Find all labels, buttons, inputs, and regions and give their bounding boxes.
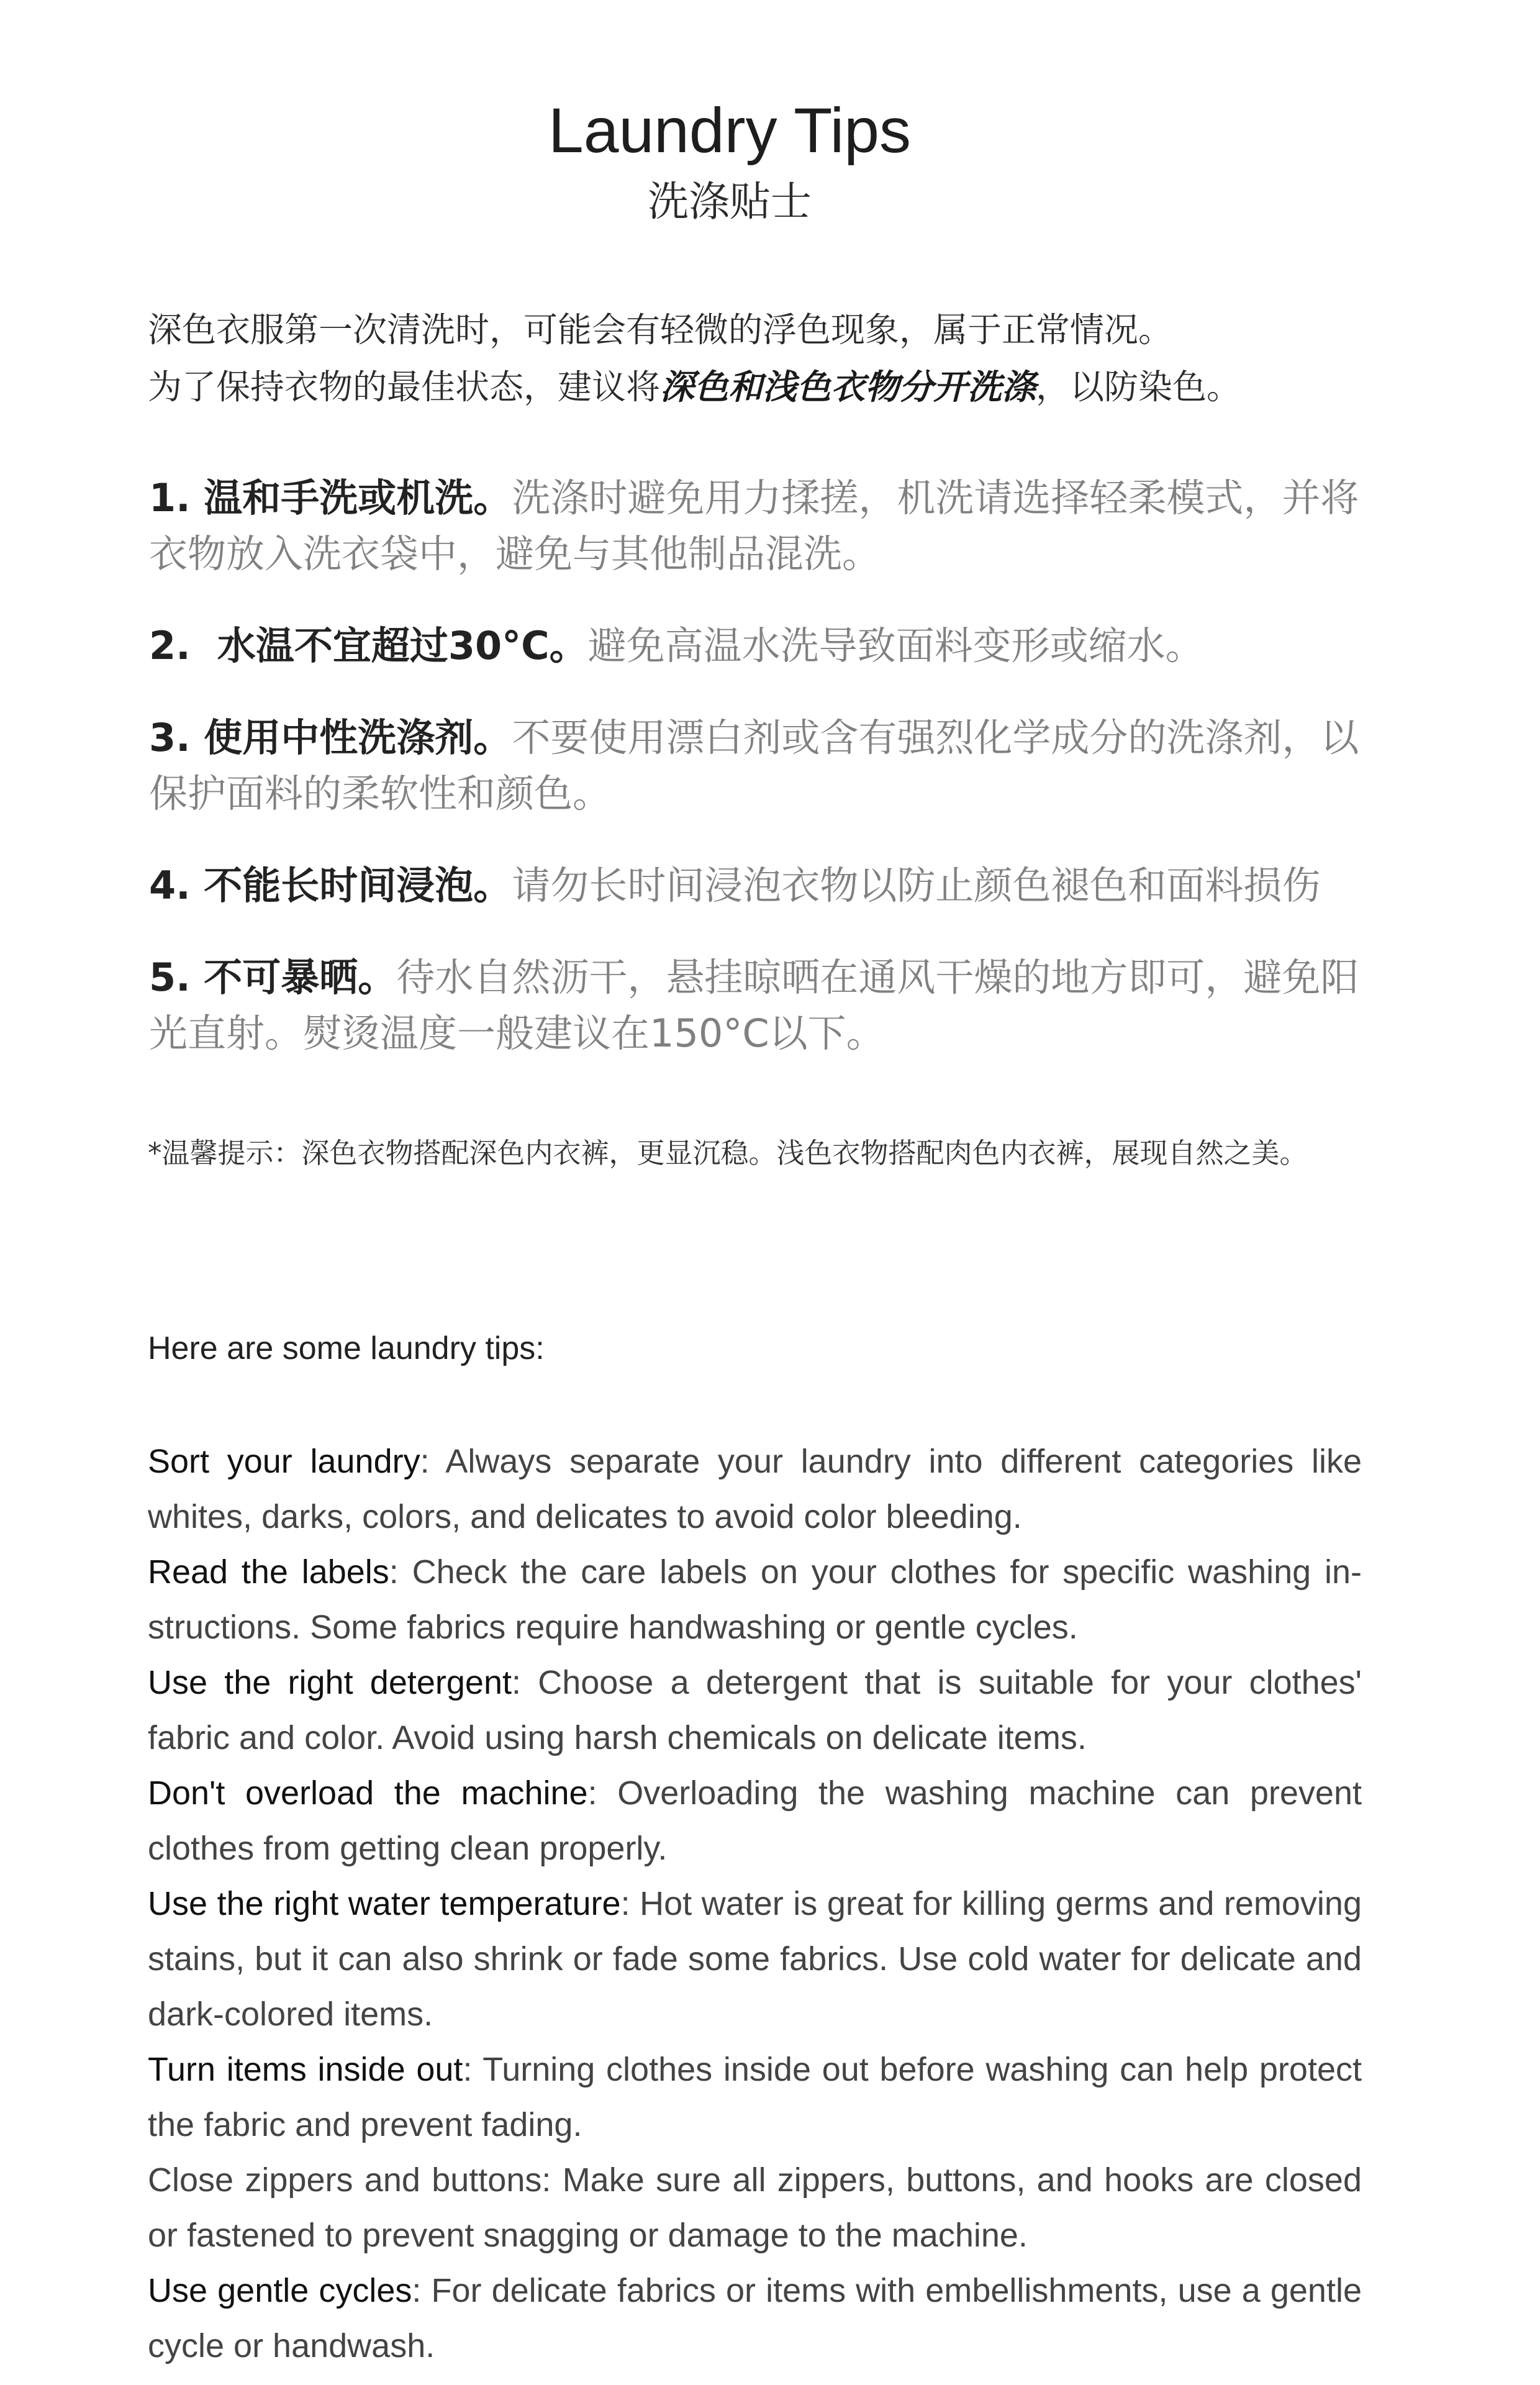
english-tip-item	[148, 1434, 1362, 1545]
page-title: Laundry Tips	[548, 95, 911, 166]
chinese-tip-lead: 不可暴晒。	[204, 955, 397, 1000]
english-tips-section	[148, 1321, 1362, 2374]
page-subtitle: 洗涤贴士	[648, 178, 812, 225]
chinese-tip-text: 避免高温水洗导致面料变形或缩水。	[587, 623, 1204, 668]
english-tip-text: : Choose a detergent that is suitable for your clothes' fabric and color. Avoid using harsh chemicals on delicate items.	[148, 1664, 1362, 1756]
english-tip-label: Sort your laundry	[148, 1443, 420, 1480]
english-tip-text: : Hot water is great for killing germs and removing stains, but it can also shrink or fade some fabrics. Use cold water for delicate and dark-colored items.	[148, 1885, 1362, 2033]
chinese-tip-lead: 水温不宜超过30°C。	[217, 623, 588, 668]
english-tip-label: Close zippers and buttons	[148, 2161, 542, 2199]
chinese-tip-text: 洗涤时避免用力揉搓，机洗请选择轻柔模式，并将衣物放入洗衣袋中，避免与其他制品混洗。	[149, 475, 1359, 576]
english-tip-item	[148, 1766, 1362, 1876]
intro-emphasis: 深色和浅色衣物分开洗涤	[660, 367, 1036, 407]
chinese-tip-item	[149, 950, 1391, 1061]
english-tip-item	[148, 1545, 1362, 1655]
english-tip-item	[148, 2153, 1362, 2263]
english-tip-label: Use gentle cycles	[148, 2272, 412, 2309]
english-tip-item	[148, 2263, 1362, 2374]
intro-line-1: 深色衣服第一次清洗时，可能会有轻微的浮色现象，属于正常情况。	[148, 310, 1173, 350]
chinese-tip-number: 1.	[149, 475, 191, 520]
chinese-tip-number: 4.	[149, 863, 191, 908]
english-tips-list	[148, 1434, 1362, 2374]
english-intro: Here are some laundry tips:	[148, 1330, 545, 1366]
chinese-tip-number: 3.	[149, 715, 191, 760]
chinese-tip-item	[149, 470, 1391, 582]
english-tip-text: : For delicate fabrics or items with embellishments, use a gentle cycle or handwash.	[148, 2272, 1362, 2365]
english-tip-label: Turn items inside out	[148, 2051, 463, 2088]
english-tip-label: Use the right water temperature	[148, 1885, 621, 1922]
english-tip-text: : Check the care labels on your clothes for specific washing instructions. Some fabrics require handwashing or gentle cycles.	[148, 1553, 1362, 1646]
english-tip-text: : Always separate your laundry into different categories like whites, darks, colors, and delicates to avoid color bleeding.	[148, 1443, 1362, 1535]
chinese-tip-text: 不要使用漂白剂或含有强烈化学成分的洗涤剂，以保护面料的柔软性和颜色。	[149, 715, 1359, 816]
chinese-tip-item	[149, 710, 1391, 822]
english-tip-label: Read the labels	[148, 1553, 389, 1591]
intro-line-2-prefix: 为了保持衣物的最佳状态，建议将	[148, 367, 661, 407]
intro-line-2	[148, 358, 1415, 416]
english-tip-text: : Make sure all zippers, buttons, and hooks are closed or fastened to prevent snagging or damage to the machine.	[148, 2161, 1362, 2254]
chinese-tip-text: 待水自然沥干，悬挂晾晒在通风干燥的地方即可，避免阳光直射。熨烫温度一般建议在150°C以下。	[149, 955, 1359, 1056]
english-tip-item	[148, 1876, 1362, 2042]
intro-paragraph	[148, 301, 1415, 416]
chinese-tip-item	[149, 618, 1391, 674]
chinese-tip-lead: 不能长时间浸泡。	[204, 863, 512, 908]
chinese-tip-lead: 使用中性洗涤剂。	[204, 715, 512, 760]
chinese-tips-list	[149, 470, 1391, 1097]
chinese-tip-number: 2.	[149, 623, 191, 668]
intro-line-2-suffix: ，以防染色。	[1036, 367, 1241, 407]
chinese-tip-text: 请勿长时间浸泡衣物以防止颜色褪色和面料损伤	[512, 863, 1321, 908]
english-tip-item	[148, 1655, 1362, 1766]
english-tip-text: : Overloading the washing machine can prevent clothes from getting clean properly.	[148, 1774, 1362, 1867]
chinese-tip-item	[149, 858, 1391, 914]
chinese-tip-lead: 温和手洗或机洗。	[204, 475, 512, 520]
english-tip-label: Use the right detergent	[148, 1664, 512, 1701]
chinese-tip-number: 5.	[149, 955, 191, 1000]
warm-tip-note: *温馨提示：深色衣物搭配深色内衣裤，更显沉稳。浅色衣物搭配肉色内衣裤，展现自然之美。	[148, 1137, 1308, 1170]
english-tip-text: : Turning clothes inside out before washing can help protect the fabric and prevent fading.	[148, 2051, 1362, 2143]
english-tip-label: Don't overload the machine	[148, 1774, 588, 1812]
english-tip-item	[148, 2042, 1362, 2153]
